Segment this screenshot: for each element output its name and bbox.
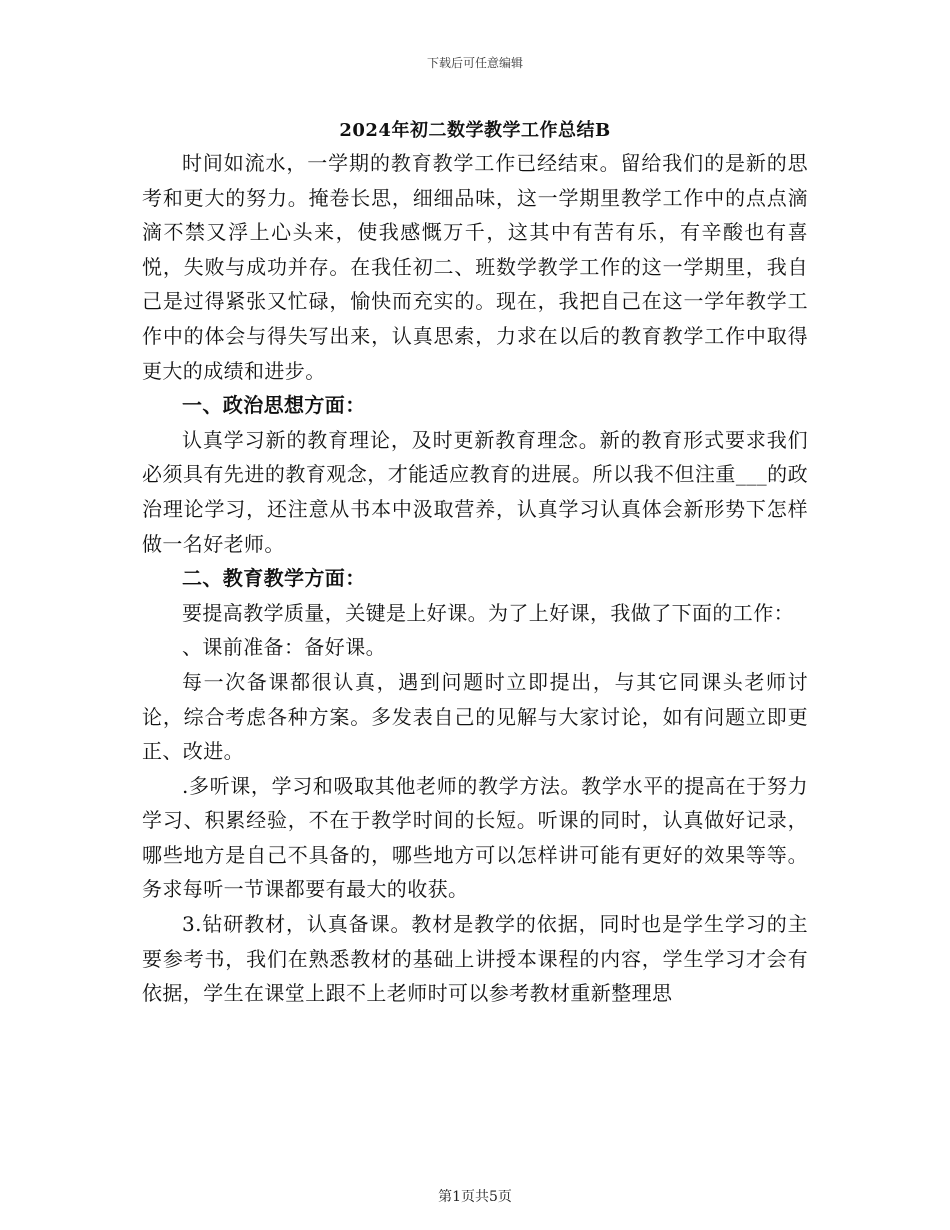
section-heading-politics: 一、政治思想方面： xyxy=(182,393,366,418)
paragraph-lesson-prep: 、课前准备：备好课。 xyxy=(182,635,386,660)
document-title: 2024年初二数学教学工作总结B xyxy=(339,120,611,141)
paragraph-teaching-intro: 要提高教学质量，关键是上好课。为了上好课，我做了下面的工作： xyxy=(182,600,794,625)
paragraph-observe-classes: .多听课，学习和吸取其他老师的教学方法。教学水平的提高在于努力学习、积累经验，不在于教学时间的长短。听课的同时，认真做好记录，哪些地方是自己不具备的，哪些地方可以怎样讲可能有更好的效果等等。务求每听一节课都要有最大的收获。 xyxy=(142,773,808,902)
document-body xyxy=(142,146,808,1011)
paragraph-politics: 认真学习新的教育理论，及时更新教育理念。新的教育形式要求我们必须具有先进的教育观念，才能适应教育的进展。所以我不但注重___的政治理论学习，还注意从书本中汲取营养，认真学习认真体会新形势下怎样做一名好老师。 xyxy=(142,427,808,556)
paragraph-study-textbook: 3.钻研教材，认真备课。教材是教学的依据，同时也是学生学习的主要参考书，我们在熟悉教材的基础上讲授本课程的内容，学生学习才会有依据，学生在课堂上跟不上老师时可以参考教材重新整理思 xyxy=(142,912,808,1006)
page-footer: 第1页共5页 xyxy=(438,1189,512,1205)
section-heading-teaching: 二、教育教学方面： xyxy=(182,566,366,591)
page-header: 下载后可任意编辑 xyxy=(426,56,523,70)
paragraph-intro: 时间如流水，一学期的教育教学工作已经结束。留给我们的是新的思考和更大的努力。掩卷长思，细细品味，这一学期里教学工作中的点点滴滴不禁又浮上心头来，使我感慨万千，这其中有苦有乐，有辛酸也有喜悦，失败与成功并存。在我任初二、班数学教学工作的这一学期里，我自己是过得紧张又忙碌，愉快而充实的。现在，我把自己在这一学年教学工作中的体会与得失写出来，认真思索，力求在以后的教育教学工作中取得更大的成绩和进步。 xyxy=(142,151,808,383)
paragraph-prep-detail: 每一次备课都很认真，遇到问题时立即提出，与其它同课头老师讨论，综合考虑各种方案。多发表自己的见解与大家讨论，如有问题立即更正、改进。 xyxy=(142,669,808,764)
